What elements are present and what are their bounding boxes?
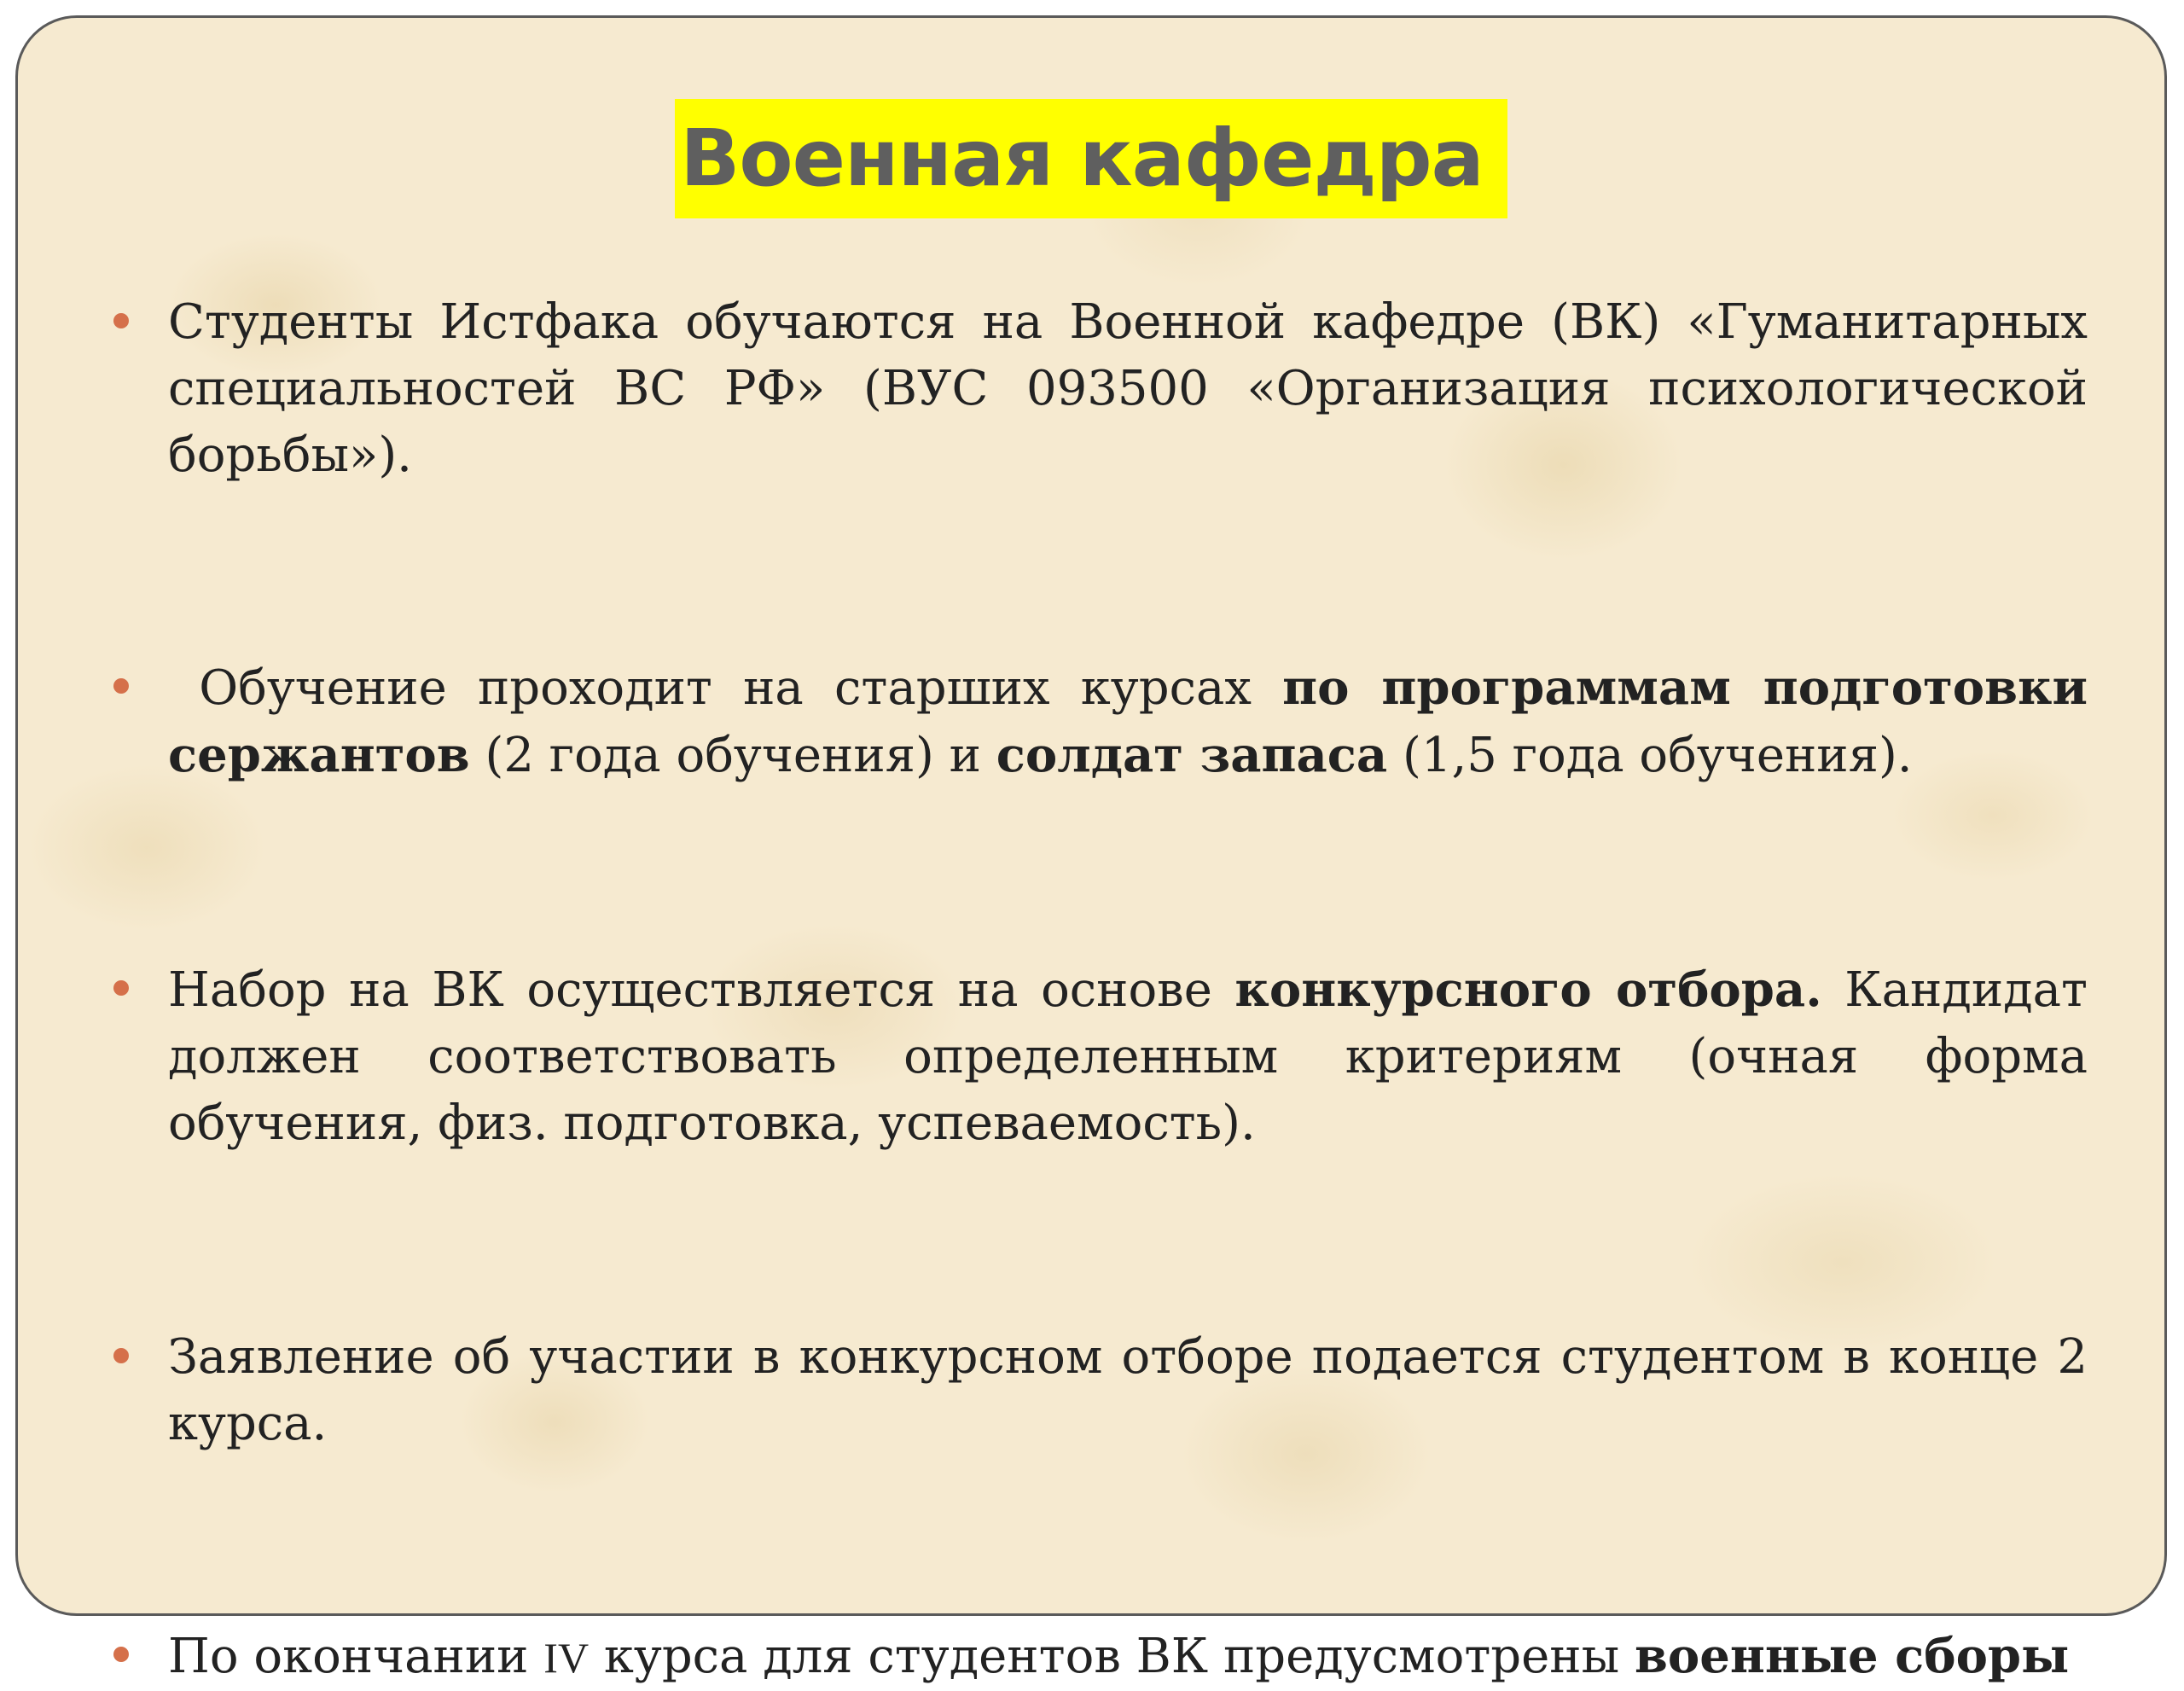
- bullet-dot-icon: [113, 1647, 129, 1662]
- bullet-text-bold: по программам подготовки сержантов: [168, 660, 2088, 783]
- bullet-text: Обучение проходит на старших курсах: [168, 660, 1283, 716]
- bullet-dot-icon: [113, 313, 129, 328]
- bullet-text: Заявление об участии в конкурсном отборе подается студентом в конце 2 курса.: [168, 1329, 2088, 1451]
- slide-title: Военная кафедра: [675, 99, 1507, 218]
- bullet-text: Набор на ВК осуществляется на основе: [168, 962, 1235, 1018]
- title-container: [18, 99, 2164, 218]
- bullet-dot-icon: [113, 678, 129, 694]
- bullet-dot-icon: [113, 1348, 129, 1363]
- bullet-text: По окончании: [168, 1629, 544, 1684]
- bullet-text: (2 года обучения) и: [469, 728, 996, 783]
- bullet-text-bold: военные сборы: [1635, 1628, 2070, 1684]
- bullet-item: [168, 1623, 2088, 1691]
- bullet-text: Кандидат должен соответствовать определенным критериям (очная форма обучения, физ. подготовка, успеваемость).: [168, 962, 2088, 1151]
- bullet-text-roman: IV: [543, 1634, 590, 1682]
- bullet-item: [168, 1324, 2088, 1457]
- bullet-list: [168, 289, 2088, 1691]
- bullet-text: курса для студентов ВК предусмотрены: [589, 1629, 1635, 1684]
- bullet-item: [168, 654, 2088, 789]
- bullet-item: [168, 956, 2088, 1157]
- bullet-text: (1,5 года обучения).: [1387, 728, 1913, 783]
- bullet-item: [168, 289, 2088, 489]
- bullet-text-bold: конкурсного отбора.: [1234, 962, 1822, 1018]
- bullet-dot-icon: [113, 980, 129, 996]
- slide: [15, 15, 2167, 1684]
- bullet-text: Студенты Истфака обучаются на Военной кафедре (ВК) «Гуманитарных специальностей ВС РФ» (ВУС 093500 «Организация психологической борьбы»).: [168, 294, 2088, 483]
- bullet-text-bold: солдат запаса: [996, 727, 1388, 783]
